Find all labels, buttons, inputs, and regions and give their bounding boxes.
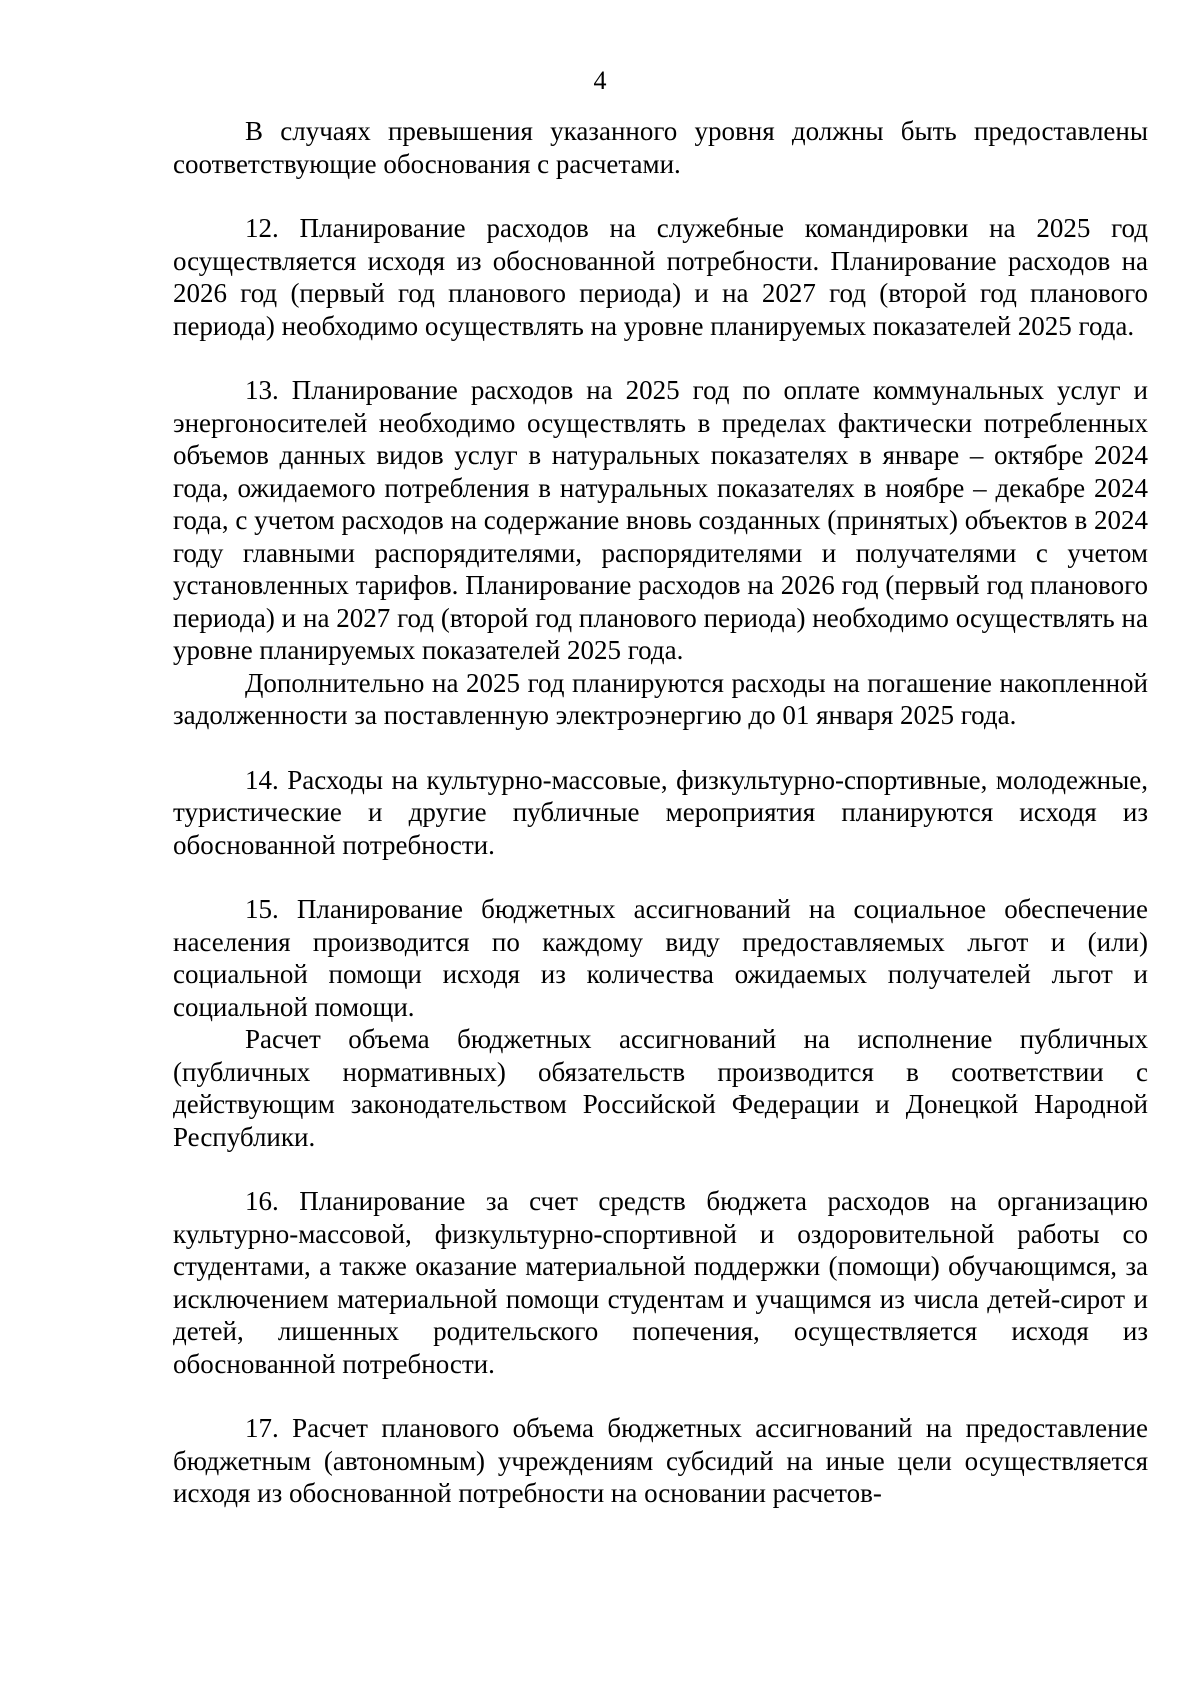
paragraph-15-public-obligations: Расчет объема бюджетных ассигнований на исполнение публичных (публичных нормативных) обязательств производится в соответствии с действующим законодательством Российской Федерации и Донецкой Народной Республики. <box>173 1024 1148 1152</box>
paragraph-justification-note: В случаях превышения указанного уровня должны быть предоставлены соответствующие обоснования с расчетами. <box>173 116 1148 179</box>
paragraph-16-student-activities: 16. Планирование за счет средств бюджета расходов на организацию культурно-массовой, физкультурно-спортивной и оздоровительной работы со студентами, а также оказание материальной поддержки (помощи) обучающимся, за исключением материальной помощи студентам и учащимся из числа детей-сирот и детей, лишенных родительского попечения, осуществляется исходя из обоснованной потребности. <box>173 1186 1148 1379</box>
paragraph-17-subsidies: 17. Расчет планового объема бюджетных ассигнований на предоставление бюджетным (автономным) учреждениям субсидий на иные цели осуществляется исходя из обоснованной потребности на основании расчетов- <box>173 1413 1148 1508</box>
page-number: 4 <box>593 66 607 95</box>
paragraph-13-electricity-debt: Дополнительно на 2025 год планируются расходы на погашение накопленной задолженности за поставленную электроэнергию до 01 января 2025 года. <box>173 667 1148 730</box>
paragraph-12-business-trips: 12. Планирование расходов на служебные командировки на 2025 год осуществляется исходя из обоснованной потребности. Планирование расходов на 2026 год (первый год планового периода) и на 2027 год (второй год планового периода) необходимо осуществлять на уровне планируемых показателей 2025 года. <box>173 213 1148 341</box>
document-body <box>173 115 1148 1510</box>
paragraph-14-public-events: 14. Расходы на культурно-массовые, физкультурно-спортивные, молодежные, туристические и другие публичные мероприятия планируются исходя из обоснованной потребности. <box>173 764 1148 860</box>
paragraph-15-social-support: 15. Планирование бюджетных ассигнований на социальное обеспечение населения производится по каждому виду предоставляемых льгот и (или) социальной помощи исходя из количества ожидаемых получателей льгот и социальной помощи. <box>173 894 1148 1022</box>
paragraph-13-utilities: 13. Планирование расходов на 2025 год по оплате коммунальных услуг и энергоносителей необходимо осуществлять в пределах фактически потребленных объемов данных видов услуг в натуральных показателях в январе – октябре 2024 года, ожидаемого потребления в натуральных показателях в ноябре – декабре 2024 года, с учетом расходов на содержание вновь созданных (принятых) объектов в 2024 году главными распорядителями, распорядителями и получателями с учетом установленных тарифов. Планирование расходов на 2026 год (первый год планового периода) и на 2027 год (второй год планового периода) необходимо осуществлять на уровне планируемых показателей 2025 года. <box>173 375 1148 665</box>
